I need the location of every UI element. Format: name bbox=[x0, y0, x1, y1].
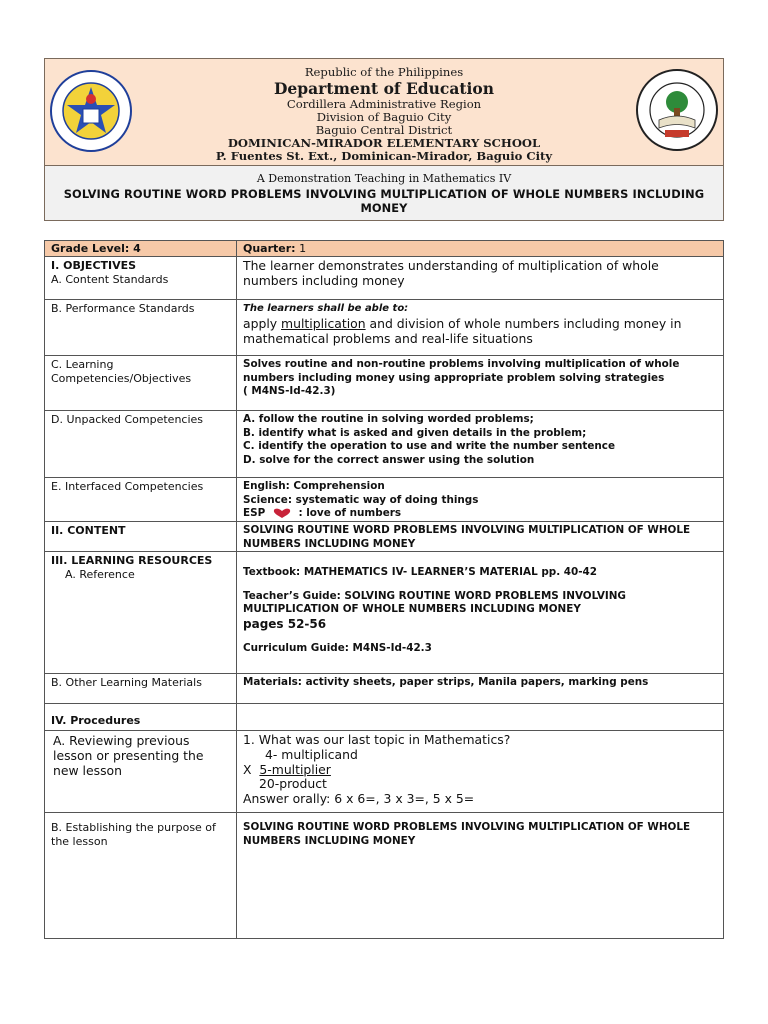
content-standards-label: A. Content Standards bbox=[51, 273, 169, 286]
grade-quarter-row bbox=[44, 240, 724, 257]
reviewing-lesson-row bbox=[44, 731, 724, 813]
competencies-code: ( M4NS-Id-42.3) bbox=[243, 385, 336, 397]
header-region: Cordillera Administrative Region bbox=[286, 97, 482, 111]
quarter-value: 1 bbox=[299, 242, 307, 255]
performance-standards-cell bbox=[237, 300, 723, 355]
header-department: Department of Education bbox=[273, 79, 495, 98]
performance-standards-intro: The learners shall be able to: bbox=[243, 303, 409, 314]
learning-resources-row bbox=[44, 552, 724, 674]
objectives-heading: I. OBJECTIVES bbox=[51, 259, 137, 272]
unpacked-item: D. solve for the correct answer using the solution bbox=[243, 453, 535, 466]
resources-cell bbox=[237, 552, 723, 673]
perf-text-underlined: multiplication bbox=[281, 315, 366, 331]
review-question: 1. What was our last topic in Mathematics? bbox=[243, 732, 511, 747]
purpose-row bbox=[44, 813, 724, 939]
quarter-cell bbox=[237, 241, 723, 256]
unpacked-label: D. Unpacked Competencies bbox=[45, 411, 237, 477]
content-text: SOLVING ROUTINE WORD PROBLEMS INVOLVING MULTIPLICATION OF WHOLE NUMBERS INCLUDING MONEY bbox=[243, 524, 691, 550]
interfaced-science: Science: systematic way of doing things bbox=[243, 493, 479, 506]
competencies-cell bbox=[237, 356, 723, 410]
unpacked-item: C. identify the operation to use and write the number sentence bbox=[243, 440, 616, 452]
esp-label: ESP bbox=[243, 507, 266, 519]
competencies-row bbox=[44, 356, 724, 411]
review-multiplier-line bbox=[243, 763, 717, 778]
interfaced-english: English: Comprehension bbox=[243, 480, 385, 492]
unpacked-list bbox=[237, 411, 723, 477]
performance-standards-text bbox=[243, 316, 717, 346]
esp-text: : love of numbers bbox=[298, 507, 402, 519]
other-materials-row bbox=[44, 674, 724, 704]
content-standards-text: The learner demonstrates understanding of multiplication of whole numbers including money bbox=[243, 258, 659, 288]
resources-label-cell bbox=[45, 552, 237, 673]
performance-standards-label: B. Performance Standards bbox=[45, 300, 237, 355]
interfaced-esp bbox=[243, 507, 717, 521]
textbook-ref: Textbook: MATHEMATICS IV- LEARNER’S MATERIAL pp. 40-42 bbox=[243, 566, 597, 578]
competencies-text: Solves routine and non-routine problems involving multiplication of whole numbers including money using appropriate problem solving strategies bbox=[243, 358, 680, 384]
times-sign: X bbox=[243, 761, 252, 777]
reference-label: A. Reference bbox=[65, 568, 135, 581]
curriculum-guide-ref: Curriculum Guide: M4NS-Id-42.3 bbox=[243, 641, 432, 654]
competencies-label: C. Learning Competencies/Objectives bbox=[45, 356, 237, 410]
interfaced-competencies-row bbox=[44, 478, 724, 522]
lesson-title-box bbox=[44, 166, 724, 221]
other-materials-label: B. Other Learning Materials bbox=[45, 674, 237, 703]
interfaced-label: E. Interfaced Competencies bbox=[45, 478, 237, 521]
header-republic: Republic of the Philippines bbox=[304, 65, 464, 79]
heart-icon bbox=[273, 508, 291, 518]
content-label: II. CONTENT bbox=[45, 522, 237, 551]
review-multiplicand: 4- multiplicand bbox=[265, 746, 358, 762]
purpose-label: B. Establishing the purpose of the lesson bbox=[45, 813, 237, 938]
performance-standards-row bbox=[44, 300, 724, 356]
teachers-guide-ref: Teacher’s Guide: SOLVING ROUTINE WORD PROBLEMS INVOLVING MULTIPLICATION OF WHOLE NUMBERS INCLUDING MONEY bbox=[243, 589, 626, 615]
content-standards-row bbox=[44, 257, 724, 300]
unpacked-competencies-row bbox=[44, 411, 724, 478]
review-answer-orally: Answer orally: 6 x 6=, 3 x 3=, 5 x 5= bbox=[243, 791, 475, 807]
other-materials-text: Materials: activity sheets, paper strips, Manila papers, marking pens bbox=[243, 676, 649, 688]
grade-level-cell: Grade Level: 4 bbox=[45, 241, 237, 256]
perf-text-pre: apply bbox=[243, 315, 282, 331]
header-school-address: P. Fuentes St. Ext., Dominican-Mirador, Baguio City bbox=[215, 149, 553, 163]
procedures-label: IV. Procedures bbox=[45, 704, 237, 730]
unpacked-item: A. follow the routine in solving worded problems; bbox=[243, 413, 534, 425]
quarter-label: Quarter: bbox=[243, 242, 296, 255]
header-division: Division of Baguio City bbox=[316, 110, 452, 124]
interfaced-list bbox=[237, 478, 723, 521]
header-district: Baguio Central District bbox=[315, 123, 453, 137]
resources-heading: III. LEARNING RESOURCES bbox=[51, 554, 213, 567]
objectives-label-cell bbox=[45, 257, 237, 299]
school-header bbox=[44, 58, 724, 166]
review-product: 20-product bbox=[259, 776, 327, 792]
content-row bbox=[44, 522, 724, 552]
unpacked-item: B. identify what is asked and given details in the problem; bbox=[243, 426, 587, 439]
procedures-row bbox=[44, 704, 724, 731]
reviewing-cell bbox=[237, 731, 723, 812]
lesson-topic-title: SOLVING ROUTINE WORD PROBLEMS INVOLVING MULTIPLICATION OF WHOLE NUMBERS INCLUDING MONEY bbox=[63, 187, 705, 215]
demo-teaching-title: A Demonstration Teaching in Mathematics IV bbox=[256, 172, 512, 185]
reviewing-label: A. Reviewing previous lesson or presenting the new lesson bbox=[45, 731, 237, 812]
teachers-guide-pages: pages 52-56 bbox=[243, 616, 327, 631]
perf-text-post: and division of whole numbers including money in mathematical problems and real-life situations bbox=[243, 315, 682, 346]
procedures-empty-cell bbox=[237, 704, 723, 730]
purpose-text: SOLVING ROUTINE WORD PROBLEMS INVOLVING MULTIPLICATION OF WHOLE NUMBERS INCLUDING MONEY bbox=[243, 821, 691, 847]
header-school-name: DOMINICAN-MIRADOR ELEMENTARY SCHOOL bbox=[227, 136, 541, 150]
review-multiplier: 5-multiplier bbox=[259, 761, 331, 777]
